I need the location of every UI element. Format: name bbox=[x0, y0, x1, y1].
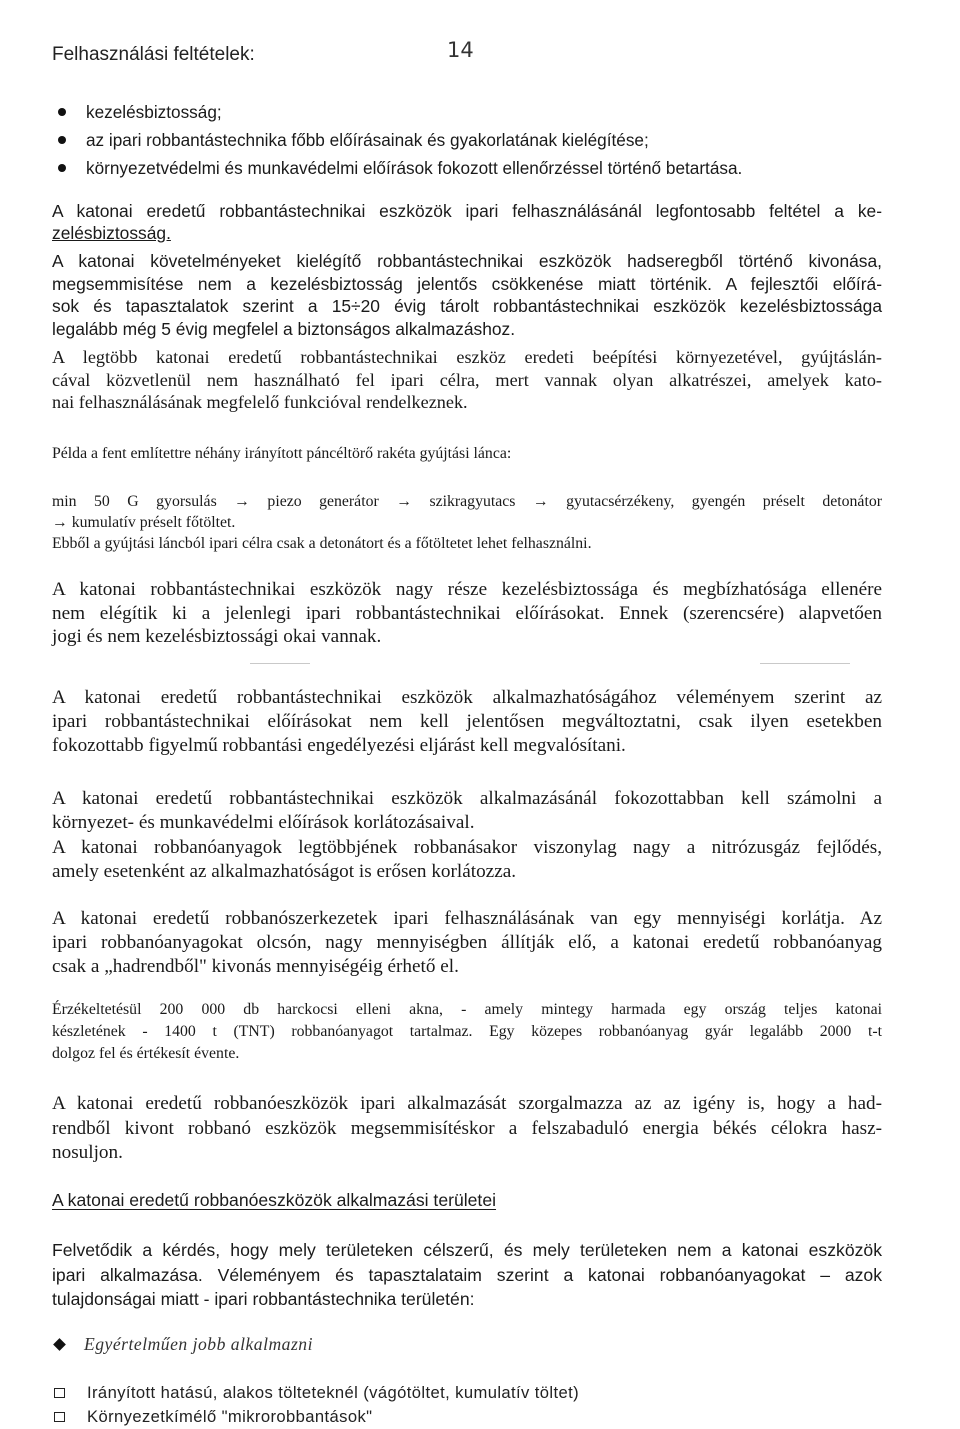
paragraph-withdrawal bbox=[52, 250, 882, 340]
bullet-text: környezetvédelmi és munkavédelmi előírások fokozott ellenőrzéssel történő betartása. bbox=[86, 158, 743, 178]
paragraph-example-quantity bbox=[52, 999, 882, 1066]
paragraph-line: környezet- és munkavédelmi előírások korlátozásaival. bbox=[52, 812, 475, 834]
checkbox-list bbox=[52, 1381, 579, 1429]
paragraph-quantity-limit bbox=[52, 907, 882, 979]
paragraph-line: A katonai robbantástechnikai eszközök nagy része kezelésbiztossága és megbízhatósága ellenére bbox=[52, 579, 882, 600]
paragraph-line: legalább még 5 évig megfelel a biztonságos alkalmazáshoz. bbox=[52, 318, 516, 339]
paragraph-line: Felvetődik a kérdés, hogy mely területeken célszerű, és mely területeken nem a katonai eszközök bbox=[52, 1240, 882, 1260]
bullet-item bbox=[58, 154, 742, 182]
bullet-list bbox=[58, 98, 742, 182]
paragraph-line: Érzékeltetésül 200 000 db harckocsi elleni akna, - amely mintegy harmada egy ország teljes katonai bbox=[52, 1001, 882, 1018]
paragraph-applicability bbox=[52, 686, 882, 757]
paragraph-line: nai felhasználásának megfelelő funkcióval rendelkeznek. bbox=[52, 392, 468, 412]
paragraph-line: nem elégítik ki a jelenlegi ipari robbantástechnikai előírásokat. Ennek (szerencsére) alapvetően bbox=[52, 602, 882, 624]
paragraph-line: rendből kivont robbanó eszközök megsemmisítéskor a felszabaduló energia békés célokra hasz- bbox=[52, 1117, 882, 1139]
paragraph-line: zelésbiztosság. bbox=[52, 223, 171, 243]
list-item-text: Irányított hatású, alakos tölteteknél (vágótöltet, kumulatív töltet) bbox=[87, 1383, 580, 1402]
ignition-chain-example bbox=[52, 491, 882, 554]
paragraph-line: A legtöbb katonai eredetű robbantástechnikai eszköz eredeti beépítési környezetével, gyújtáslán- bbox=[52, 347, 882, 367]
paragraph-line: készletének - 1400 t (TNT) robbanóanyagot tartalmaz. Egy közepes robbanóanyag gyár legalább 2000 t-t bbox=[52, 1023, 882, 1041]
diamond-item bbox=[52, 1334, 313, 1355]
paragraph-question bbox=[52, 1238, 882, 1312]
paragraph-line: ipari alkalmazása. Véleményem és tapasztalataim szerint a katonai robbanóanyagokat – azok bbox=[52, 1264, 882, 1285]
paragraph-line: sok és tapasztalatok szerint a 15÷20 évig tárolt robbantástechnikai eszközök kezelésbiztossága bbox=[52, 296, 882, 317]
example-intro bbox=[52, 444, 882, 464]
list-item bbox=[52, 1405, 579, 1429]
paragraph-line: megsemmisítése nem a kezelésbiztosság jelentős csökkenése miatt történik. A fejlesztői előírá- bbox=[52, 273, 882, 294]
bullet-item bbox=[58, 98, 742, 126]
diamond-bullet-icon bbox=[53, 1338, 66, 1351]
paragraph-line: → kumulatív préselt főtöltet. bbox=[52, 514, 236, 531]
scan-artifact bbox=[760, 663, 850, 664]
paragraph-line: jogi és nem kezelésbiztossági okai vannak. bbox=[52, 626, 382, 647]
paragraph-line: amely esetenként az alkalmazhatóságot is erősen korlátozza. bbox=[52, 860, 517, 882]
paragraph-line: A katonai eredetű robbantástechnikai eszközök ipari felhasználásánál legfontosabb feltétel a ke- bbox=[52, 201, 882, 221]
paragraph-line: A katonai eredetű robbanóeszközök ipari alkalmazását szorgalmazza az az igény is, hogy a had- bbox=[52, 1093, 882, 1114]
section-heading: A katonai eredetű robbanóeszközök alkalmazási területei bbox=[52, 1190, 497, 1210]
paragraph-line: A katonai eredetű robbanószerkezetek ipari felhasználásának van egy mennyiségi korlátja. Az bbox=[52, 908, 882, 929]
paragraph-environment bbox=[52, 787, 882, 884]
paragraph-line: Ebből a gyújtási láncból ipari célra csak a detonátort és a főtöltetet lehet felhasználni. bbox=[52, 535, 592, 552]
paragraph-line: cával közvetlenül nem használható fel ipari célra, mert vannak olyan alkatrészei, amelyek kato- bbox=[52, 369, 882, 390]
paragraph-line: A katonai követelményeket kielégítő robbantástechnikai eszközök hadseregből történő kivonása, bbox=[52, 251, 882, 271]
page-number: 14 bbox=[447, 38, 474, 62]
square-bullet-icon bbox=[54, 1412, 65, 1422]
list-item-text: Környezetkímélő "mikrorobbantások" bbox=[87, 1407, 373, 1426]
paragraph-ignition-chain bbox=[52, 346, 882, 414]
paragraph-line: A katonai eredetű robbantástechnikai eszközök alkalmazásánál fokozottabban kell számolni a bbox=[52, 788, 882, 809]
paragraph-line: tulajdonságai miatt - ipari robbantástechnika területén: bbox=[52, 1289, 475, 1309]
paragraph-peaceful-use bbox=[52, 1092, 882, 1166]
paragraph-line: csak a „hadrendből" kivonás mennyiségéig érhető el. bbox=[52, 956, 459, 977]
paragraph-line: min 50 G gyorsulás → piezo generátor → szikragyutacs → gyutacsérzékeny, gyengén préselt detonátor bbox=[52, 493, 882, 510]
paragraph-line: ipari robbantástechnikai előírásokat nem kell jelentősen megváltoztatni, csak ilyen esetekben bbox=[52, 710, 882, 732]
bullet-text: az ipari robbantástechnika főbb előírásainak és gyakorlatának kielégítése; bbox=[86, 130, 649, 150]
bullet-dot-icon bbox=[58, 108, 66, 116]
bullet-item bbox=[58, 126, 742, 154]
scan-artifact bbox=[250, 663, 310, 664]
diamond-item-text: Egyértelműen jobb alkalmazni bbox=[84, 1334, 313, 1354]
bullet-dot-icon bbox=[58, 136, 66, 144]
paragraph-line: nosuljon. bbox=[52, 1142, 123, 1163]
page-header-title: Felhasználási feltételek: bbox=[52, 44, 255, 65]
bullet-dot-icon bbox=[58, 164, 66, 172]
paragraph-line: dolgoz fel és értékesít évente. bbox=[52, 1045, 240, 1063]
paragraph-line: A katonai robbanóanyagok legtöbbjének robbanásakor viszonylag nagy a nitrózusgáz fejlődés, bbox=[52, 836, 882, 858]
square-bullet-icon bbox=[54, 1388, 65, 1398]
bullet-text: kezelésbiztosság; bbox=[86, 102, 222, 122]
paragraph-line: ipari robbanóanyagokat olcsón, nagy mennyiségben állítják elő, a katonai eredetű robbanóanyag bbox=[52, 932, 882, 953]
paragraph-line: A katonai eredetű robbantástechnikai eszközök alkalmazhatóságához véleményem szerint az bbox=[52, 687, 882, 708]
list-item bbox=[52, 1381, 579, 1405]
paragraph-regulations bbox=[52, 578, 882, 649]
paragraph-handling-safety bbox=[52, 200, 882, 244]
paragraph-line: Példa a fent említettre néhány irányított páncéltörő rakéta gyújtási lánca: bbox=[52, 445, 512, 462]
paragraph-line: fokozottabb figyelmű robbantási engedélyezési eljárást kell megvalósítani. bbox=[52, 734, 626, 756]
